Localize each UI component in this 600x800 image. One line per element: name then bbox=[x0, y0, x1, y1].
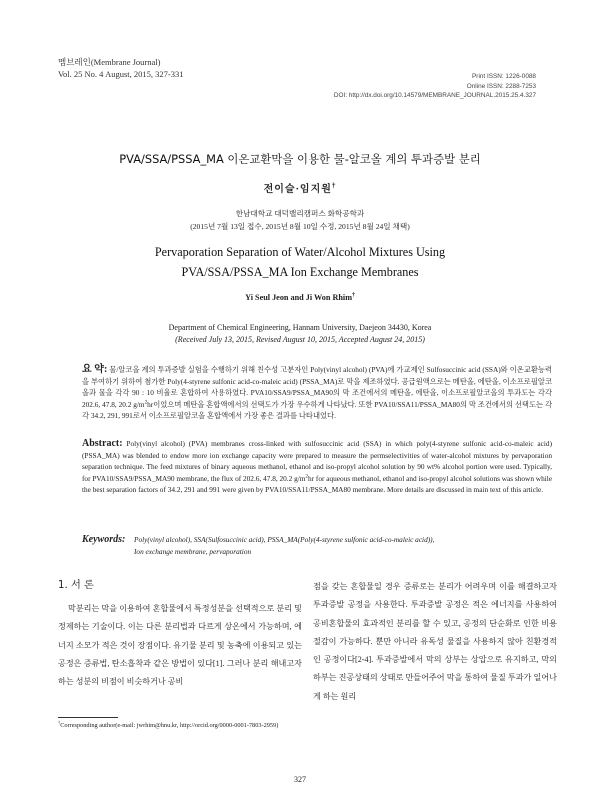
body-right-column: 점을 갖는 혼합물일 경우 증류로는 분리가 어려우며 이를 해결하고자 투과증발 공정을 사용한다. 투과증발 공정은 적은 에너지를 사용하여 공비혼합물의 효과적인 분리를 할 수 있고, 공정의 단순화로 인한 비용절감이 가능하다. 뿐만 아니라 유독성 물질을 사용하지 않아 친환경적인 공정이다[2-4]. 투과증발에서 막의 상부는 상압으로 유지하고, 막의 하부는 진공상태의 상태로 만들어주어 막을 통하여 물질 투과가 일어나게 하는 원리 bbox=[313, 582, 557, 701]
english-affiliation-block bbox=[0, 322, 600, 346]
keywords-label: Keywords: bbox=[82, 534, 126, 545]
keywords-line-1: Poly(vinyl alcohol), SSA(Sulfosuccinic acid), PSSA_MA(Poly(4-styrene sulfonic acid-co-maleic acid)), bbox=[134, 535, 435, 544]
korean-abstract-text-1: 물/알코올 계의 투과증발 실험을 수행하기 위해 친수성 고분자인 Poly(vinyl alcohol) (PVA)에 가교제인 Sulfosuccinic acid (SSA)와 이온교환능력을 부여하기 위하여 첨가한 Poly(4-styrene sulfonic acid-co-maleic acid) (PSSA_MA)로 막을 제조하였다. 공급원액으로는 메탄올, 에탄올, 이소프로필알코올과 물을 각각 90 : 10 비율로 혼합하여 사용하였다. PVA10/SSA9/PSSA_MA90의 막 조건에서의 메탄올, 에탄올, 이소프로필알코올의 투과도는 각각 202.6, 47.8, 20.2 g/m bbox=[82, 365, 552, 409]
korean-abstract-superscript: 2 bbox=[144, 399, 148, 406]
korean-dates: (2015년 7월 13일 접수, 2015년 8월 10일 수정, 2015년 8월 24일 채택) bbox=[190, 222, 410, 231]
english-abstract bbox=[82, 438, 552, 496]
body-left-column: 막분리는 막을 이용하여 혼합물에서 특정성분을 선택적으로 분리 및 정제하는 기술이다. 이는 다른 분리법과 다르게 상온에서 가능하며, 에너지 소모가 적은 것이 장점이다. 유기물 분리 및 농축에 이용되고 있는 공정은 증류법, 탄소흡착과 같은 방법이 있다[1]. 그러나 분리 해내고자 하는 성분의 비점이 비슷하거나 공비 bbox=[58, 604, 302, 687]
english-author-names: Yi Seul Jeon and Ji Won Rhim bbox=[245, 293, 353, 302]
doi[interactable]: DOI: http://dx.doi.org/10.14579/MEMBRANE_JOURNAL.2015.25.4.327 bbox=[333, 92, 536, 99]
korean-authors bbox=[0, 180, 600, 195]
footnote bbox=[58, 719, 279, 729]
korean-abstract-label: 요 약: bbox=[82, 364, 108, 375]
english-dates: (Received July 13, 2015, Revised August 10, 2015, Accepted August 24, 2015) bbox=[175, 335, 425, 344]
korean-title: PVA/SSA/PSSA_MA 이온교환막을 이용한 물-알코올 계의 투과증발 분리 bbox=[119, 152, 481, 166]
english-abstract-label: Abstract: bbox=[82, 438, 123, 449]
page-number: 327 bbox=[294, 775, 306, 784]
english-abstract-text-1: Poly(vinyl alcohol) (PVA) membranes cross-linked with sulfosuccinic acid (SSA) in which poly(4-styrene sulfonic acid-co-maleic acid) (PSSA_MA) was blended to endow more ion exchange capacity were prepared to measure the permselectivities of water-alcohol mixtures by pervaporation separation technique. The feed mixtures of binary aqueous methanol, ethanol and iso-propyl alcohol solution by 90 wt% alcohol portion were used. Typically, for PVA10/SSA9/PSSA_MA90 membrane, the flux of 202.6, 47.8, 20.2 g/m bbox=[82, 439, 552, 483]
english-abstract-superscript: 2 bbox=[305, 473, 309, 480]
english-abstract-text-2: hr for aqueous methanol, ethanol and iso-propyl alcohol solutions was shown while the best separation factors of 34.2, 291 and 991 were given by PVA10/SSA11/PSSA_MA80 membrane. More details are discussed in main text of this article. bbox=[82, 473, 553, 495]
korean-author-names: 전이슬·임지원 bbox=[263, 184, 332, 195]
footnote-text: Corresponding author(e-mail: jwrhim@hnu.kr, http://orcid.org/0000-0001-7803-2959) bbox=[60, 722, 279, 729]
corresponding-mark: † bbox=[331, 181, 337, 190]
english-title: Pervaporation Separation of Water/Alcohol Mixtures Using PVA/SSA/PSSA_MA Ion Exchange Membranes bbox=[154, 245, 446, 279]
section-heading: 1. 서 론 bbox=[58, 580, 94, 591]
footnote-divider bbox=[58, 717, 118, 718]
journal-name: 멤브레인(Membrane Journal) bbox=[58, 57, 161, 67]
english-authors bbox=[0, 293, 600, 302]
footnote-mark: † bbox=[58, 719, 61, 725]
online-issn: Online ISSN: 2288-7253 bbox=[466, 82, 536, 90]
volume-line: Vol. 25 No. 4 August, 2015, 327-331 bbox=[58, 69, 184, 79]
keywords-line-2: Ion exchange membrane, pervaporation bbox=[134, 546, 252, 556]
english-affiliation: Department of Chemical Engineering, Hannam University, Daejeon 34430, Korea bbox=[168, 323, 432, 332]
print-issn: Print ISSN: 1226-0088 bbox=[472, 73, 536, 80]
korean-abstract-text-2: hr이었으며 메탄올 혼합액에서의 선택도가 가장 우수하게 나타났다. 또한 PVA10/SSA11/PSSA_MA80의 막 조건에서의 선택도는 각각 34.2, 291, 991로서 이소프로필알코올 혼합액에서 가장 좋은 결과를 나타내었다. bbox=[82, 399, 552, 421]
korean-affiliation-block bbox=[0, 207, 600, 233]
corresponding-mark: † bbox=[352, 292, 355, 299]
journal-header bbox=[58, 56, 183, 80]
korean-affiliation: 한남대학교 대덕밸리캠퍼스 화학공학과 bbox=[235, 209, 365, 218]
korean-abstract bbox=[82, 364, 552, 422]
issn-block bbox=[334, 72, 536, 101]
keywords bbox=[82, 534, 552, 557]
